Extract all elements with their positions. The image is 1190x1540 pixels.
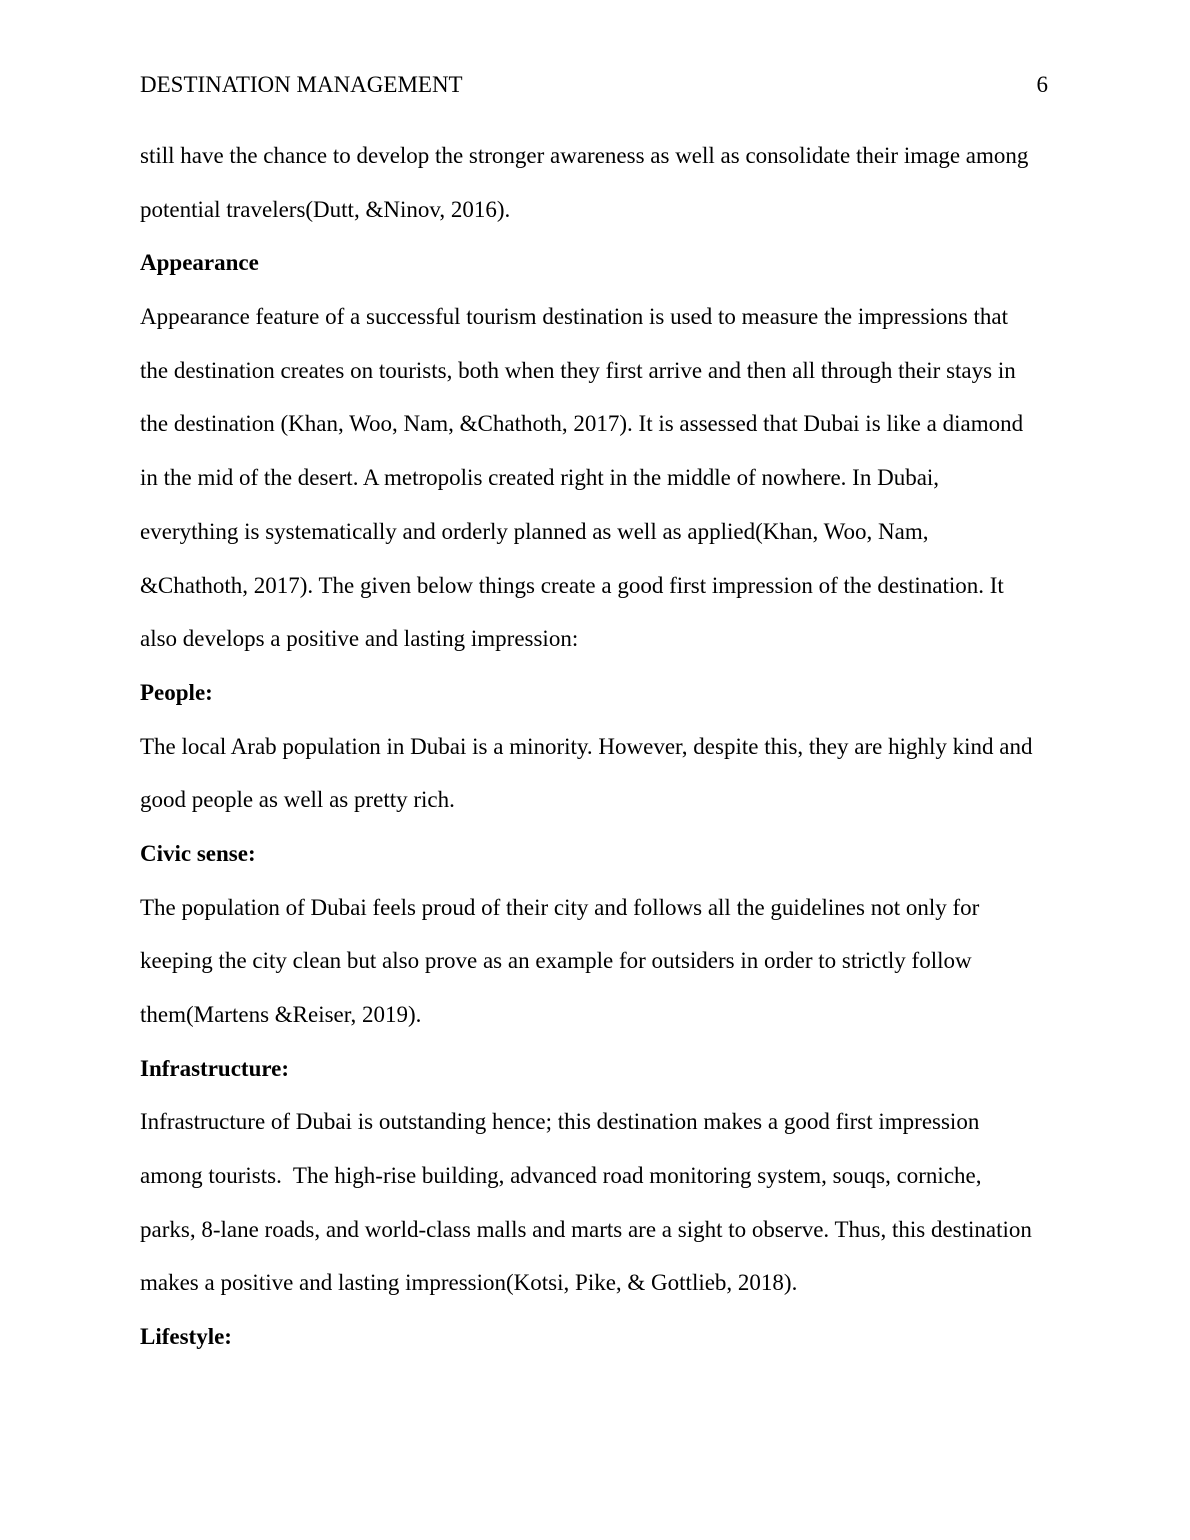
paragraph-line: potential travelers(Dutt, &Ninov, 2016). [140,196,511,222]
paragraph-line: parks, 8-lane roads, and world-class malls and marts are a sight to observe. Thus, this destination [140,1216,1032,1242]
document-body [140,129,1056,1364]
paragraph-line: the destination (Khan, Woo, Nam, &Chathoth, 2017). It is assessed that Dubai is like a diamond [140,411,1024,437]
section-heading: Lifestyle: [140,1324,232,1350]
paragraph-line: Infrastructure of Dubai is outstanding hence; this destination makes a good first impression [140,1109,980,1135]
section-heading: Appearance [140,250,259,276]
paragraph-line: in the mid of the desert. A metropolis created right in the middle of nowhere. In Dubai, [140,465,940,491]
paragraph-line: still have the chance to develop the stronger awareness as well as consolidate their image among [140,143,1029,168]
paragraph-line: makes a positive and lasting impression(Kotsi, Pike, & Gottlieb, 2018). [140,1270,798,1296]
paragraph-line: keeping the city clean but also prove as an example for outsiders in order to strictly follow [140,948,972,974]
paragraph-line: them(Martens &Reiser, 2019). [140,1002,422,1027]
page-header [140,72,1048,98]
section-heading: Civic sense: [140,840,256,866]
section-heading: People: [140,679,213,705]
paragraph-line: Appearance feature of a successful tourism destination is used to measure the impressions that [140,304,1008,330]
page-number: 6 [1036,72,1048,97]
paragraph-line: among tourists. The high-rise building, advanced road monitoring system, souqs, corniche, [140,1163,982,1189]
paragraph-line: the destination creates on tourists, both when they first arrive and then all through their stays in [140,357,1016,383]
section-heading: Infrastructure: [140,1055,290,1081]
paragraph-line: &Chathoth, 2017). The given below things create a good first impression of the destination. It [140,572,1004,598]
running-head: DESTINATION MANAGEMENT [140,72,463,97]
paragraph-line: everything is systematically and orderly planned as well as applied(Khan, Woo, Nam, [140,518,929,544]
paragraph-line: The local Arab population in Dubai is a minority. However, despite this, they are highly kind and [140,733,1033,759]
paragraph-line: good people as well as pretty rich. [140,787,455,813]
paragraph-line: The population of Dubai feels proud of their city and follows all the guidelines not only for [140,894,980,920]
paragraph-line: also develops a positive and lasting impression: [140,626,579,652]
